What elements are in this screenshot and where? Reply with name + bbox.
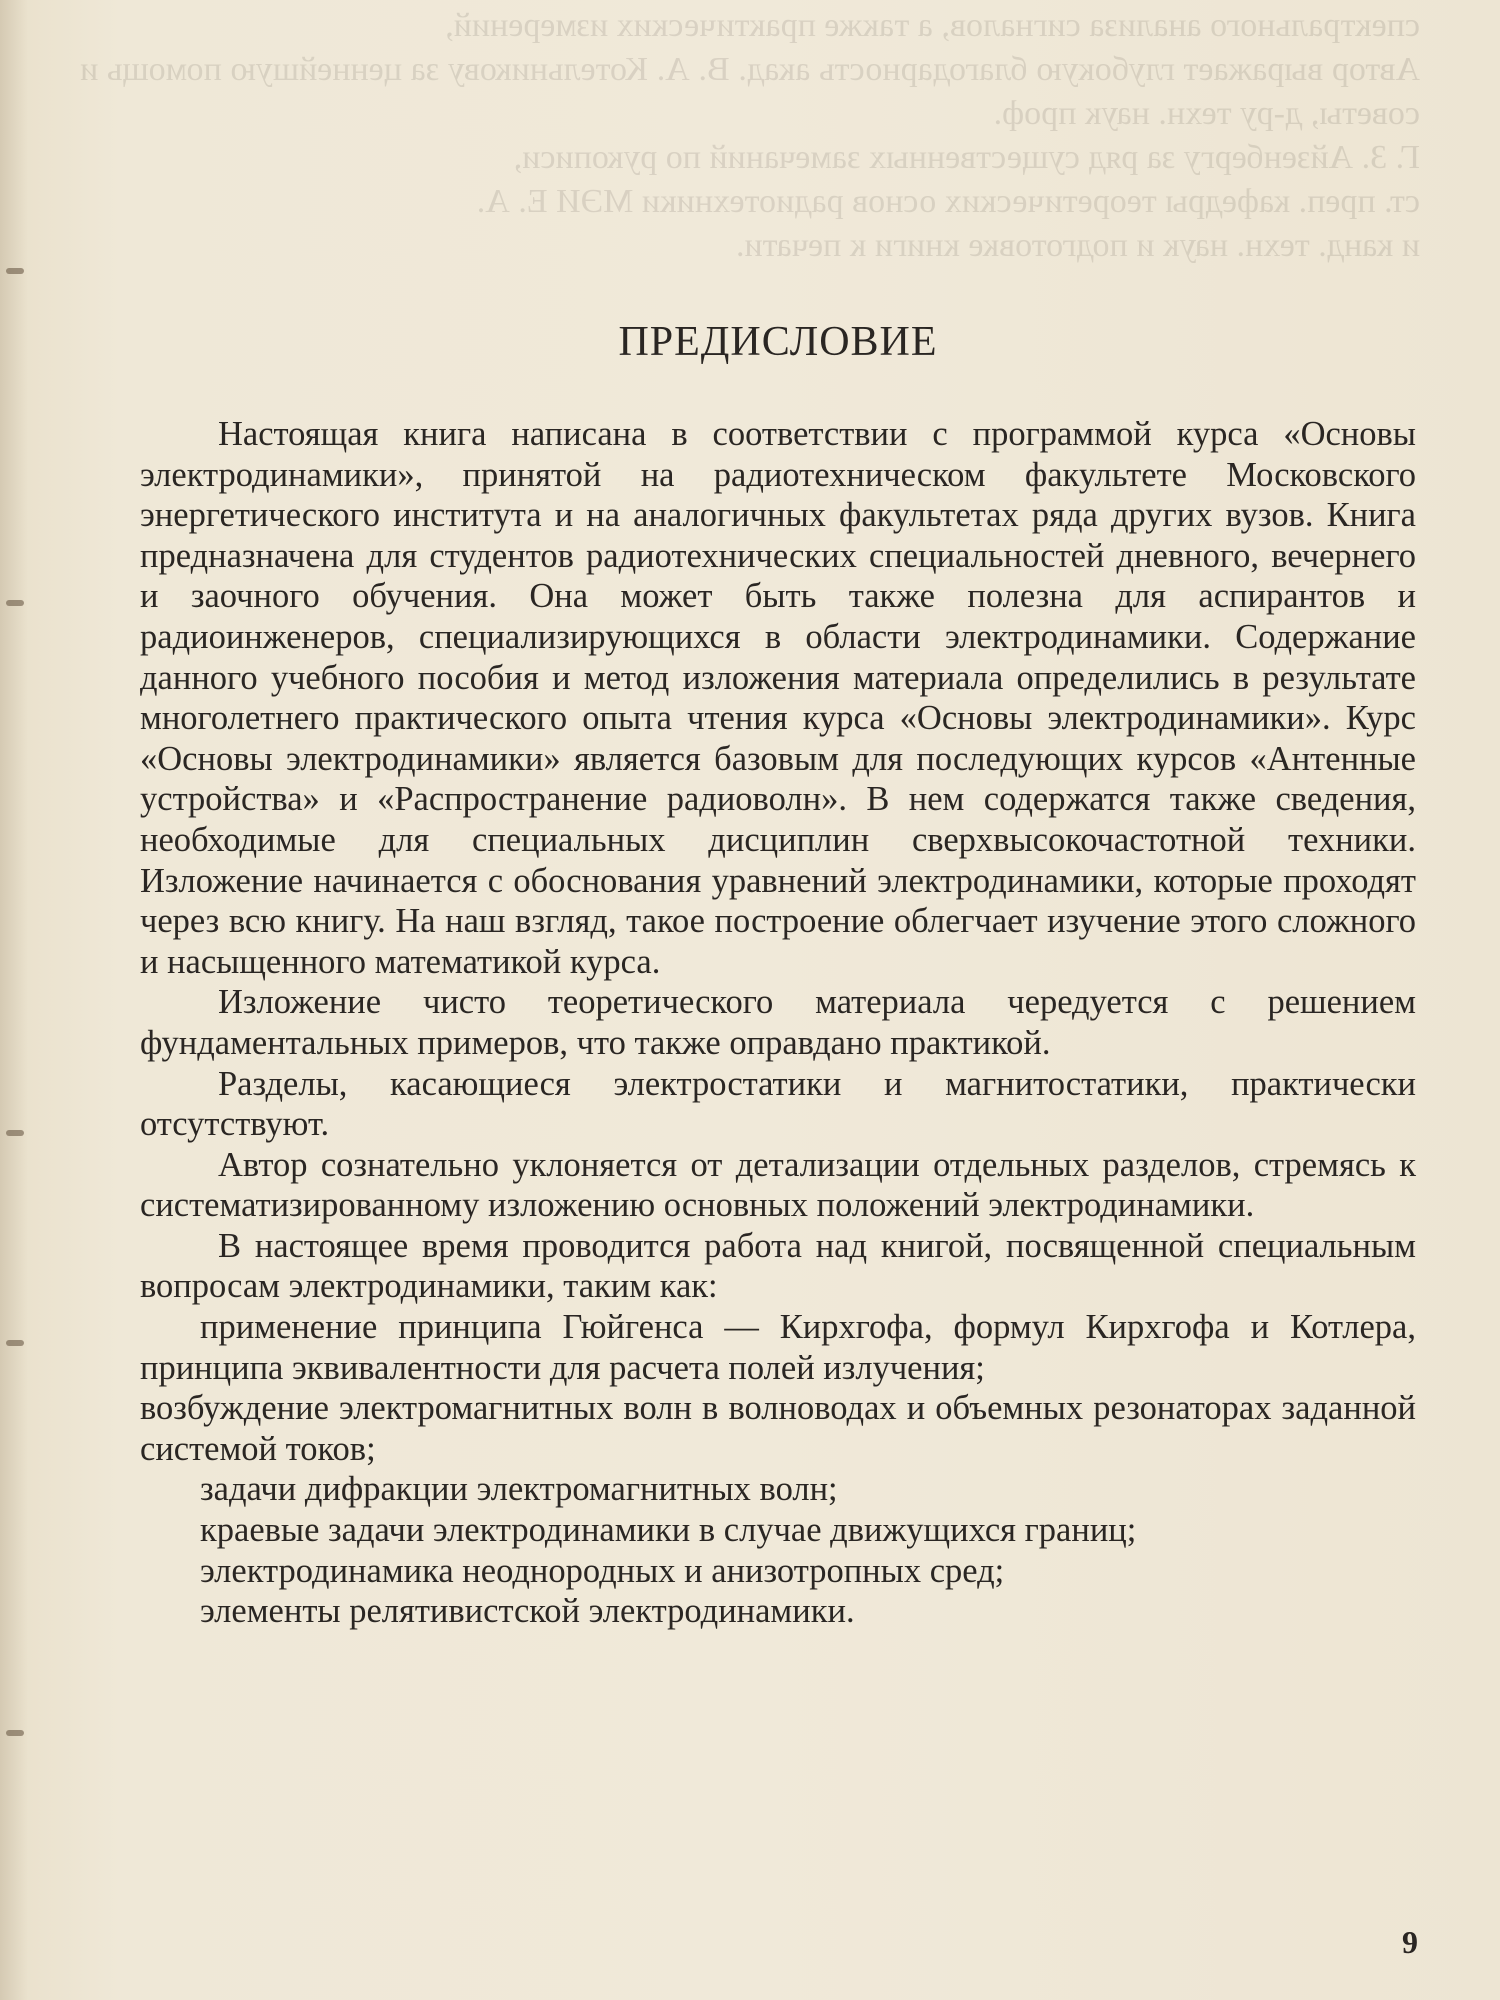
bleed-line: спектрального анализа сигналов, а также практических измерений,	[445, 7, 1420, 44]
list-item: задачи дифракции электромагнитных волн;	[200, 1470, 838, 1509]
list-item: элементы релятивистской электродинамики.	[200, 1592, 855, 1631]
paragraph-sections: Разделы, касающиеся электростатики и магнитостатики, практически отсутствуют.	[140, 1064, 1416, 1144]
paragraph-intro: Настоящая книга написана в соответствии с программой курса «Основы электродинамики», принятой на радиотехническом факультете Московского энергетического института и на аналогичных факультетах ряда других вузов. Книга предназначена для студентов радиотехнических специальностей дневного, вечернего и заочного обучения. Она может быть также полезна для аспирантов и радиоинженеров, специализирующихся в области электродинамики. Содержание данного учебного пособия и метод изложения материала определились в результате многолетнего практического опыта чтения курса «Основы электродинамики». Курс «Основы электродинамики» является базовым для последующих курсов «Антенные устройства» и «Распространение радиоволн». В нем содержатся также сведения, необходимые для специальных дисциплин сверхвысокочастотной техники. Изложение начинается с обоснования уравнений электродинамики, которые проходят через всю книгу. На наш взгляд, такое построение облегчает изучение этого сложного и насыщенного математикой курса.	[140, 415, 1416, 981]
list-item: возбуждение электромагнитных волн в волноводах и объемных резонаторах заданной системой токов;	[140, 1389, 1416, 1468]
list-item: применение принципа Гюйгенса — Кирхгофа, формул Кирхгофа и Котлера, принципа эквивалентности для расчета полей излучения;	[140, 1308, 1416, 1387]
paragraph-theory: Изложение чисто теоретического материала чередуется с решением фундаментальных примеров, что также оправдано практикой.	[140, 983, 1416, 1062]
bleed-line: и канд. техн. наук и подготовке книги к печати.	[735, 227, 1420, 264]
binding-stitch	[6, 600, 24, 606]
page-number: 9	[1402, 1924, 1418, 1960]
list-item: краевые задачи электродинамики в случае движущихся границ;	[200, 1511, 1137, 1550]
bleed-line: Г. З. Айзенбергу за ряд существенных замечаний по рукописи,	[513, 139, 1420, 176]
binding-stitch	[6, 1130, 24, 1136]
paragraph-author: Автор сознательно уклоняется от детализации отдельных разделов, стремясь к систематизированному изложению основных положений электродинамики.	[140, 1145, 1416, 1225]
list-item: электродинамика неоднородных и анизотропных сред;	[200, 1551, 1005, 1590]
page-content	[140, 318, 1416, 1632]
binding-stitch	[6, 1340, 24, 1346]
page-title: ПРЕДИСЛОВИЕ	[618, 319, 938, 365]
paragraph-future-work: В настоящее время проводится работа над книгой, посвященной специальным вопросам электродинамики, таким как:	[140, 1226, 1416, 1306]
bleed-line: Автор выражает глубокую благодарность акад. В. А. Котельникову за ценнейшую помощь и советы, д-ру техн. наук проф.	[80, 51, 1420, 132]
bleed-line: ст. преп. кафедры теоретических основ радиотехники МЭИ Е. А.	[476, 183, 1420, 220]
binding-stitch	[6, 1730, 24, 1736]
